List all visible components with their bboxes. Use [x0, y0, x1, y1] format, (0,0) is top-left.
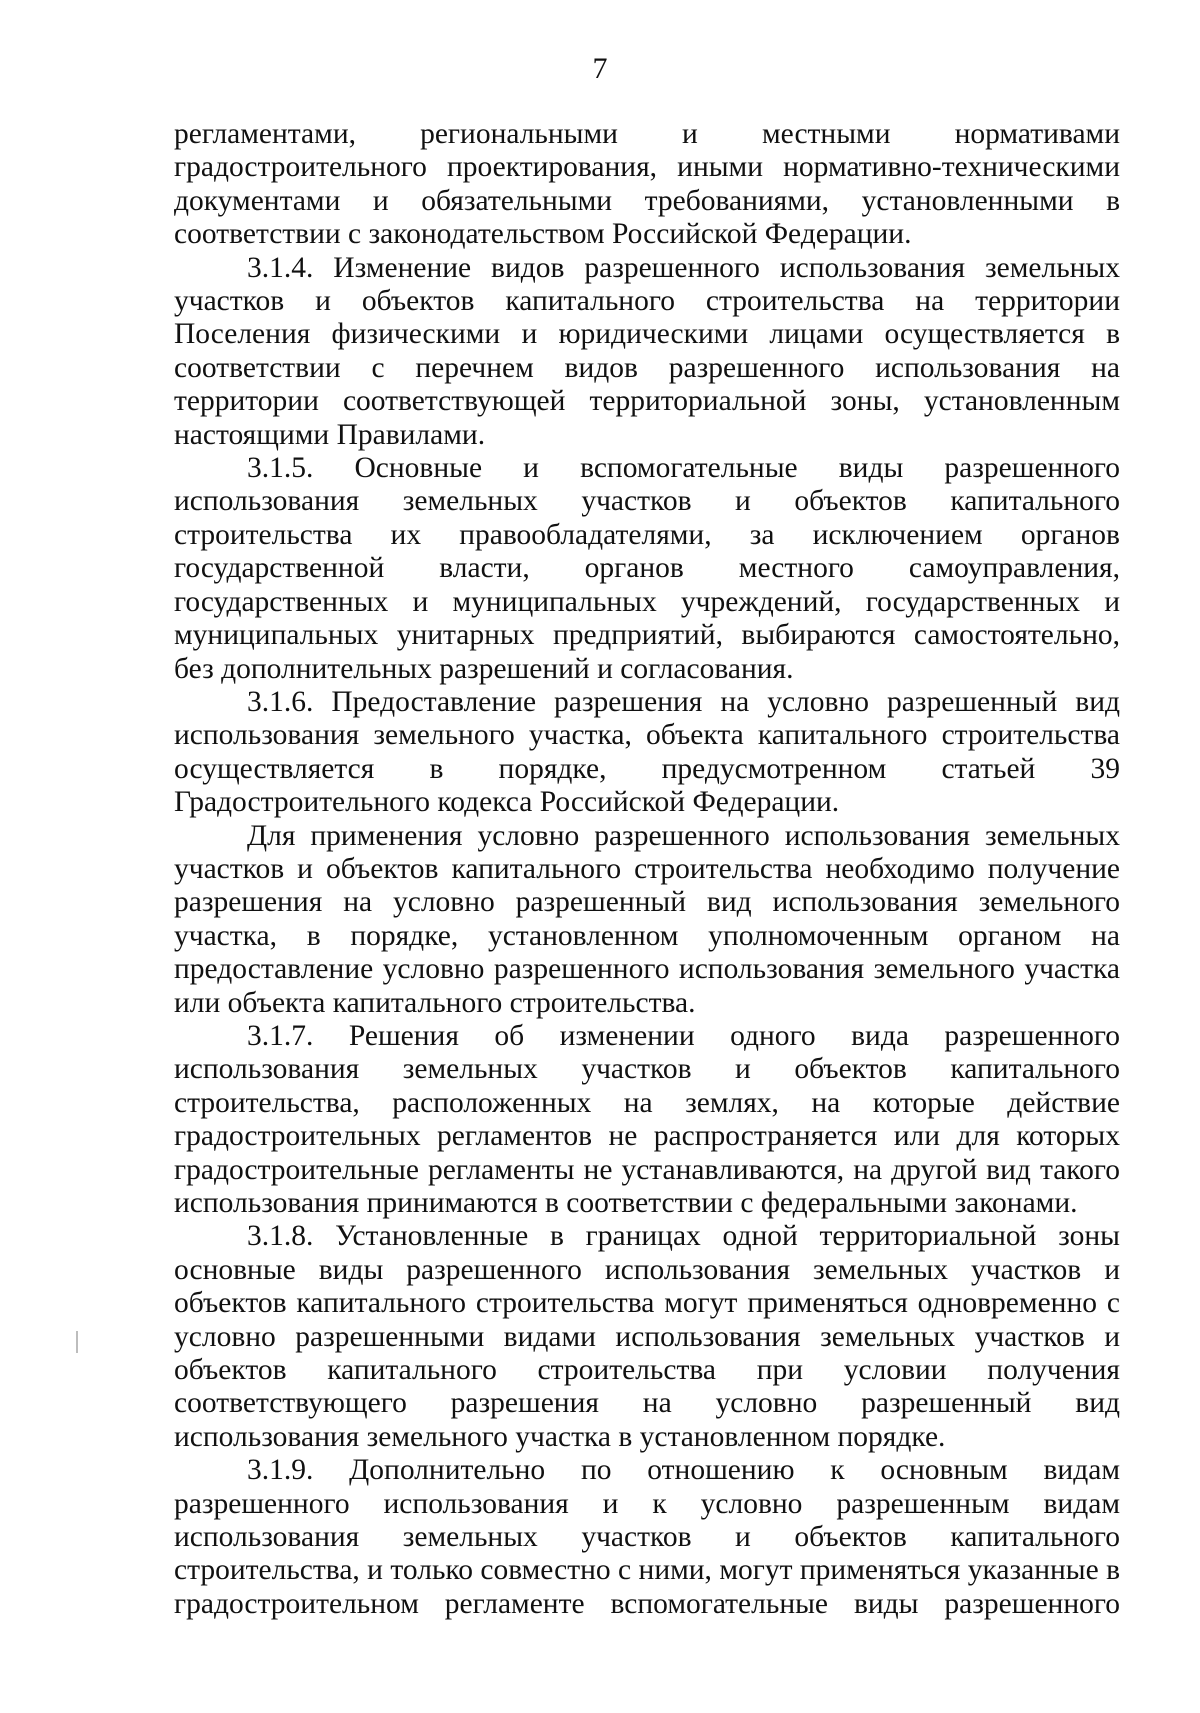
paragraph-3-1-5: 3.1.5. Основные и вспомогательные виды разрешенного использования земельных участков и объектов капитального строительства их правообладателями, за исключением органов государственной власти, органов местного самоуправления, государственных и муниципальных учреждений, государственных и муниципальных унитарных предприятий, выбираются самостоятельно, без дополнительных разрешений и согласования.: [174, 452, 1120, 685]
paragraph-continuation: регламентами, региональными и местными нормативами градостроительного проектирования, иными нормативно-техническими документами и обязательными требованиями, установленными в соответствии с законодательством Российской Федерации.: [174, 118, 1120, 251]
scan-artifact-mark: [76, 1331, 78, 1353]
page-number: 7: [592, 52, 608, 85]
paragraph-3-1-9: 3.1.9. Дополнительно по отношению к основным видам разрешенного использования и к условно разрешенным видам использования земельных участков и объектов капитального строительства, и только совместно с ними, могут применяться указанные в градостроительном регламенте вспомогательные виды разрешенного: [174, 1454, 1120, 1620]
paragraph-3-1-4: 3.1.4. Изменение видов разрешенного использования земельных участков и объектов капитального строительства на территории Поселения физическими и юридическими лицами осуществляется в соответствии с перечнем видов разрешенного использования на территории соответствующей территориальной зоны, установленным настоящими Правилами.: [174, 251, 1120, 451]
document-body: [174, 118, 1120, 1621]
paragraph-3-1-6: 3.1.6. Предоставление разрешения на условно разрешенный вид использования земельного участка, объекта капитального строительства осуществляется в порядке, предусмотренном статьей 39 Градостроительного кодекса Российской Федерации.: [174, 685, 1120, 819]
paragraph-3-1-8: 3.1.8. Установленные в границах одной территориальной зоны основные виды разрешенного использования земельных участков и объектов капитального строительства могут применяться одновременно с условно разрешенными видами использования земельных участков и объектов капитального строительства при условии получения соответствующего разрешения на условно разрешенный вид использования земельного участка в установленном порядке.: [174, 1220, 1120, 1453]
paragraph-3-1-7: 3.1.7. Решения об изменении одного вида разрешенного использования земельных участков и объектов капитального строительства, расположенных на землях, на которые действие градостроительных регламентов не распространяется или для которых градостроительные регламенты не устанавливаются, на другой вид такого использования принимаются в соответствии с федеральными законами.: [174, 1019, 1120, 1219]
paragraph-conditional-use: Для применения условно разрешенного использования земельных участков и объектов капитального строительства необходимо получение разрешения на условно разрешенный вид использования земельного участка, в порядке, установленном уполномоченным органом на предоставление условно разрешенного использования земельного участка или объекта капитального строительства.: [174, 819, 1120, 1019]
